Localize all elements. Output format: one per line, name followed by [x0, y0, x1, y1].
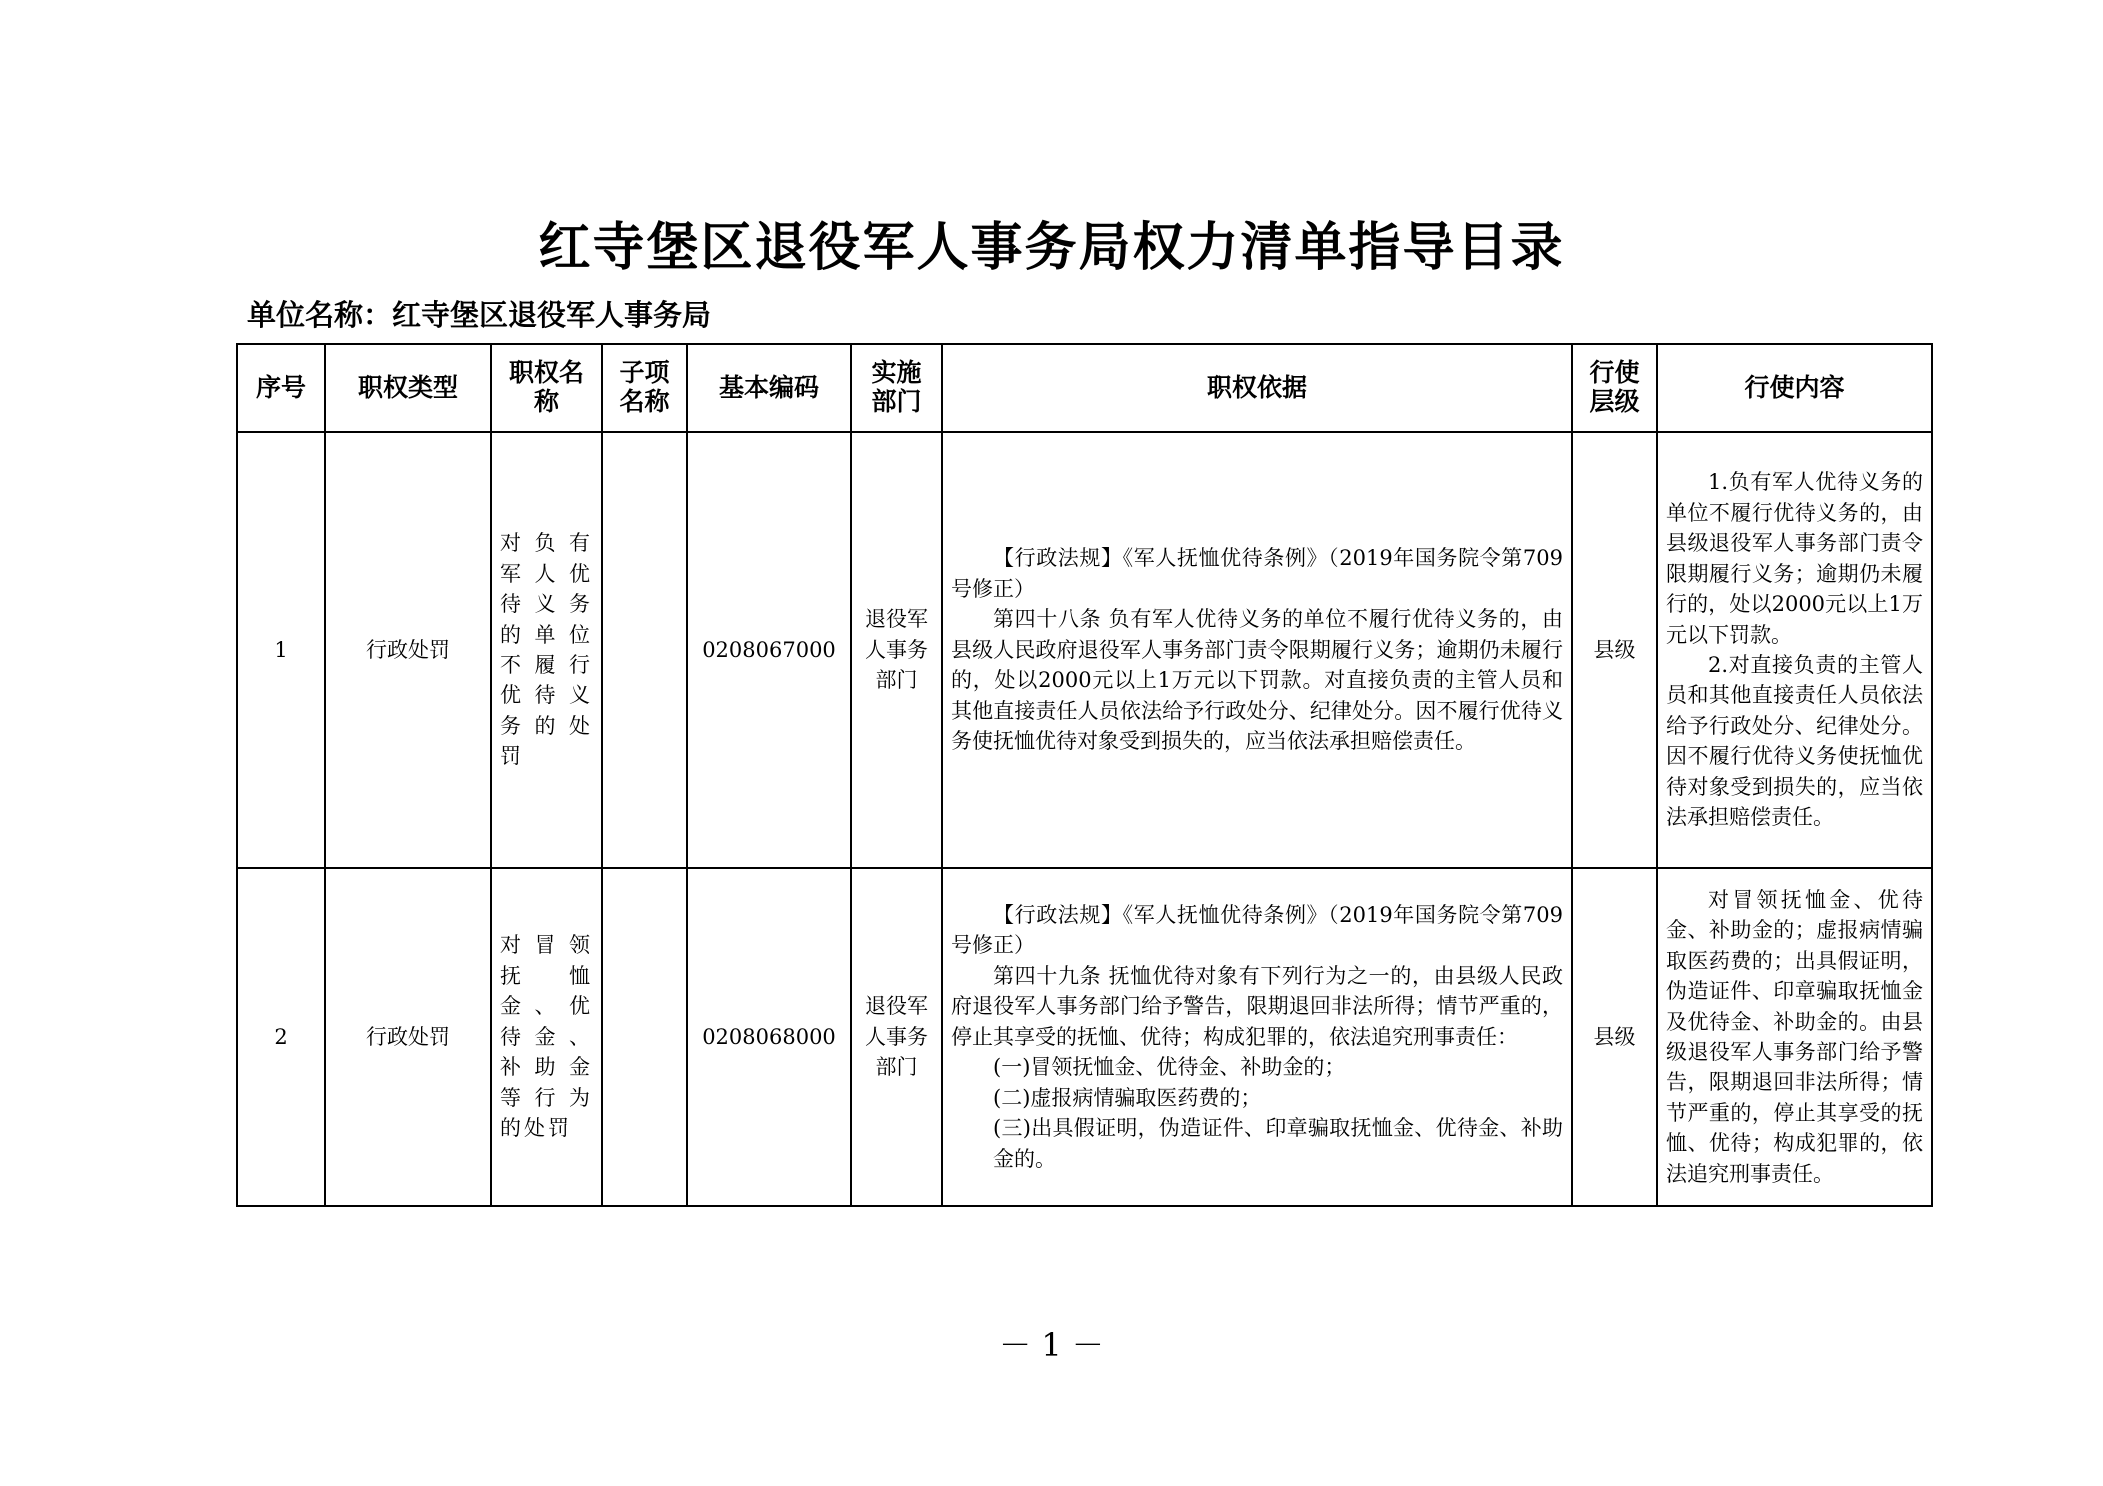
- row-dept: 退役军人事务部门: [851, 868, 942, 1206]
- header-no: 序号: [237, 344, 325, 432]
- row-no: 1: [237, 432, 325, 868]
- content-paragraph: 2.对直接负责的主管人员和其他直接责任人员依法给予行政处分、纪律处分。因不履行优待义务使抚恤优待对象受到损失的，应当依法承担赔偿责任。: [1666, 653, 1923, 830]
- row-content: [1657, 868, 1932, 1206]
- row-code: 0208067000: [687, 432, 851, 868]
- content-paragraph: 1.负有军人优待义务的单位不履行优待义务的，由县级退役军人事务部门责令限期履行义务；逾期仍未履行的，处以2000元以上1万元以下罚款。: [1666, 470, 1923, 647]
- header-sub: 子项名称: [602, 344, 687, 432]
- basis-paragraph: 【行政法规】《军人抚恤优待条例》（2019年国务院令第709号修正）: [951, 903, 1563, 958]
- page-title: 红寺堡区退役军人事务局权力清单指导目录: [538, 218, 1565, 278]
- header-basis: 职权依据: [942, 344, 1572, 432]
- row-sub: [602, 868, 687, 1206]
- unit-name-label: 单位名称：红寺堡区退役军人事务局: [247, 298, 712, 332]
- content-paragraph: 对冒领抚恤金、优待金、补助金的；虚报病情骗取医药费的；出具假证明，伪造证件、印章骗取抚恤金及优待金、补助金的。由县级退役军人事务部门给予警告，限期退回非法所得；情节严重的，停止其享受的抚恤、优待；构成犯罪的，依法追究刑事责任。: [1666, 887, 1923, 1186]
- row-power-name: 对负有军人优待义务的单位不履行优待义务的处罚: [491, 432, 602, 868]
- basis-item: (三)出具假证明，伪造证件、印章骗取抚恤金、优待金、补助金的。: [993, 1116, 1563, 1171]
- row-basis: [942, 432, 1572, 868]
- row-code: 0208068000: [687, 868, 851, 1206]
- header-code: 基本编码: [687, 344, 851, 432]
- row-type: 行政处罚: [325, 432, 491, 868]
- basis-paragraph: 第四十八条 负有军人优待义务的单位不履行优待义务的，由县级人民政府退役军人事务部门责令限期履行义务；逾期仍未履行的，处以2000元以上1万元以下罚款。对直接负责的主管人员和其他直接责任人员依法给予行政处分、纪律处分。因不履行优待义务使抚恤优待对象受到损失的，应当依法承担赔偿责任。: [951, 607, 1563, 754]
- table-header-row: [237, 344, 1932, 432]
- page-number: － 1 －: [999, 1326, 1104, 1364]
- row-power-name: 对冒领抚恤金、优待金、补助金等行为的处罚: [491, 868, 602, 1206]
- row-sub: [602, 432, 687, 868]
- row-dept: 退役军人事务部门: [851, 432, 942, 868]
- header-name: 职权名称: [491, 344, 602, 432]
- header-level: 行使层级: [1572, 344, 1657, 432]
- row-content: [1657, 432, 1932, 868]
- header-content: 行使内容: [1657, 344, 1932, 432]
- row-no: 2: [237, 868, 325, 1206]
- row-level: 县级: [1572, 432, 1657, 868]
- basis-item: (一)冒领抚恤金、优待金、补助金的；: [993, 1055, 1346, 1080]
- row-type: 行政处罚: [325, 868, 491, 1206]
- power-list-table: [236, 343, 1933, 1207]
- basis-paragraph: 【行政法规】《军人抚恤优待条例》（2019年国务院令第709号修正）: [951, 546, 1563, 601]
- row-basis: [942, 868, 1572, 1206]
- table-row: [237, 432, 1932, 868]
- header-dept: 实施部门: [851, 344, 942, 432]
- basis-paragraph: 第四十九条 抚恤优待对象有下列行为之一的，由县级人民政府退役军人事务部门给予警告，限期退回非法所得；情节严重的，停止其享受的抚恤、优待；构成犯罪的，依法追究刑事责任：: [951, 963, 1563, 1049]
- row-level: 县级: [1572, 868, 1657, 1206]
- header-type: 职权类型: [325, 344, 491, 432]
- basis-item: (二)虚报病情骗取医药费的；: [993, 1085, 1262, 1110]
- table-row: [237, 868, 1932, 1206]
